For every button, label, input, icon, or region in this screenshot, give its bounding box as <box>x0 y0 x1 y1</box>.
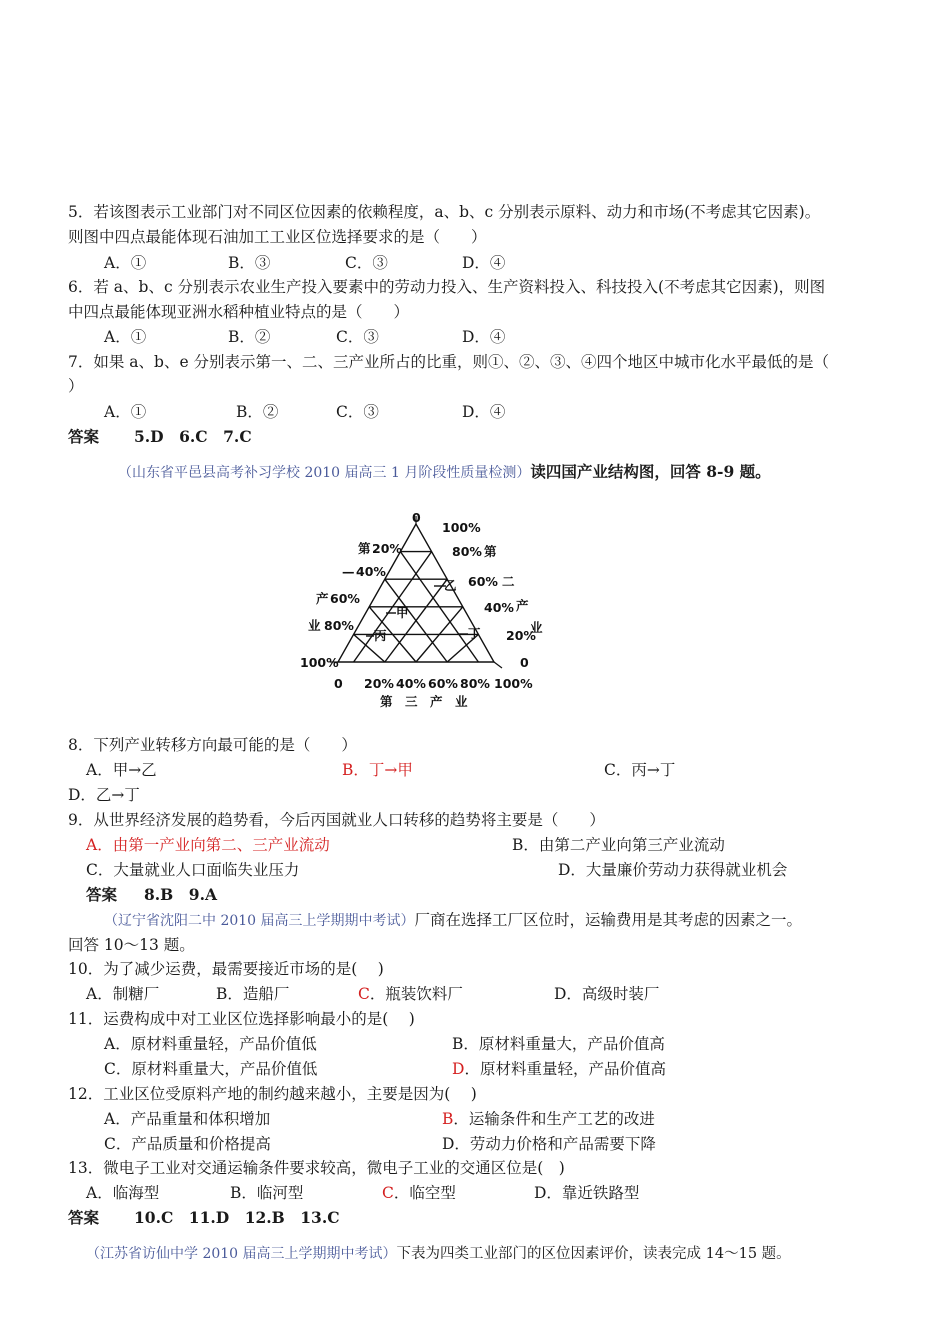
left-tick-100: 100% <box>300 655 339 670</box>
bottom-tick-60: 60% <box>428 676 458 691</box>
q11-option-a[interactable]: A．原材料重量轻，产品价值低 <box>104 1035 317 1053</box>
point-yi: 乙 <box>444 578 457 593</box>
q11-option-c[interactable]: C．原材料重量大，产品价值低 <box>104 1060 318 1078</box>
q11-option-b[interactable]: B．原材料重量大，产品价值高 <box>452 1035 665 1053</box>
answer-values: 5.D 6.C 7.C <box>134 427 252 446</box>
q11-option-d[interactable]: D．原材料重量轻，产品价值高 <box>452 1060 666 1078</box>
bottom-tick-80: 80% <box>460 676 490 691</box>
q13-option-b[interactable]: B．临河型 <box>230 1184 304 1202</box>
point-ding: 丁 <box>468 626 481 641</box>
left-dash: — <box>342 564 355 579</box>
q5-option-b[interactable]: B．③ <box>228 254 271 272</box>
instruction-text: 读四国产业结构图，回答 8-9 题。 <box>530 462 771 481</box>
q12-option-a[interactable]: A．产品重量和体积增加 <box>104 1110 271 1128</box>
q8-stem: 8．下列产业转移方向最可能的是（ ） <box>68 736 357 754</box>
q10-stem: 10．为了减少运费，最需要接近市场的是( ) <box>68 960 384 978</box>
left-title-char-3: 业 <box>308 618 321 633</box>
q10-option-a[interactable]: A．制糖厂 <box>86 985 160 1003</box>
q5-option-d[interactable]: D．④ <box>462 254 506 272</box>
q6-option-b[interactable]: B．② <box>228 328 271 346</box>
q6-option-c[interactable]: C．③ <box>336 328 379 346</box>
answer-label: 答案 <box>86 885 118 904</box>
q13-option-d[interactable]: D．靠近铁路型 <box>534 1184 640 1202</box>
q13-option-c[interactable]: C．临空型 <box>382 1184 456 1202</box>
left-tick-40: 40% <box>356 564 386 579</box>
q11-option-d-text: ．原材料重量轻，产品价值高 <box>464 1060 666 1078</box>
top-100-label: 100% <box>442 520 481 535</box>
q12-option-d[interactable]: D．劳动力价格和产品需要下降 <box>442 1135 656 1153</box>
q5-option-a[interactable]: A．① <box>104 254 147 272</box>
q9-option-c[interactable]: C．大量就业人口面临失业压力 <box>86 861 300 879</box>
source-note: （江苏省访仙中学 2010 届高三上学期期中考试） <box>86 1246 397 1262</box>
right-tick-20: 20% <box>506 628 536 643</box>
q5-option-c[interactable]: C．③ <box>345 254 388 272</box>
left-title-char-2: 产 <box>316 591 329 606</box>
q8-option-d[interactable]: D．乙→丁 <box>68 786 140 804</box>
left-tick-20: 20% <box>372 541 402 556</box>
q9-option-d[interactable]: D．大量廉价劳动力获得就业机会 <box>558 861 788 879</box>
section-intro-14-15 <box>86 1242 791 1265</box>
point-bing: 丙 <box>374 628 387 643</box>
bottom-title: 第 三 产 业 <box>380 694 468 709</box>
q6-option-d[interactable]: D．④ <box>462 328 506 346</box>
q9-option-b[interactable]: B．由第二产业向第三产业流动 <box>512 836 725 854</box>
answer-values: 10.C 11.D 12.B 13.C <box>134 1208 340 1227</box>
instruction-text: 厂商在选择工厂区位时，运输费用是其考虑的因素之一。 <box>414 911 803 929</box>
q10-option-b[interactable]: B．造船厂 <box>216 985 290 1003</box>
q8-option-a[interactable]: A．甲→乙 <box>86 761 157 779</box>
q7-option-b[interactable]: B．② <box>236 403 279 421</box>
point-jia: 甲 <box>396 605 409 620</box>
right-tick-80: 80% <box>452 544 482 559</box>
q12-option-c[interactable]: C．产品质量和价格提高 <box>104 1135 271 1153</box>
instruction-text-cont: 回答 10～13 题。 <box>68 936 195 954</box>
q7-option-a[interactable]: A．① <box>104 403 147 421</box>
q7-stem-line2: ） <box>68 377 84 395</box>
bottom-tick-100: 100% <box>494 676 533 691</box>
right-title-char-3: 产 <box>516 598 529 613</box>
q5-stem-line1: 5．若该图表示工业部门对不同区位因素的依赖程度，a、b、c 分别表示原料、动力和市场(不考虑其它因素)。 <box>68 203 821 221</box>
instruction-text: 下表为四类工业部门的区位因素评价，读表完成 14～15 题。 <box>396 1246 791 1262</box>
right-tick-0: 0 <box>520 655 529 670</box>
answer-label: 答案 <box>68 1208 100 1227</box>
q7-option-d[interactable]: D．④ <box>462 403 506 421</box>
q8-option-b[interactable]: B．丁→甲 <box>342 761 413 779</box>
q8-option-c[interactable]: C．丙→丁 <box>604 761 676 779</box>
left-tick-80: 80% <box>324 618 354 633</box>
q9-stem: 9．从世界经济发展的趋势看，今后丙国就业人口转移的趋势将主要是（ ） <box>68 811 605 829</box>
q13-stem: 13．微电子工业对交通运输条件要求较高，微电子工业的交通区位是( ) <box>68 1159 565 1177</box>
right-tick-40: 40% <box>484 600 514 615</box>
industry-structure-ternary-diagram <box>298 510 558 710</box>
right-title-char-2: 二 <box>502 574 515 589</box>
q10-option-c-text: ．瓶装饮料厂 <box>369 985 463 1003</box>
q12-option-b[interactable]: B．运输条件和生产工艺的改进 <box>442 1110 655 1128</box>
answer-values: 8.B 9.A <box>144 885 217 904</box>
right-title-char-1: 第 <box>484 544 497 559</box>
q13-option-a[interactable]: A．临海型 <box>86 1184 160 1202</box>
right-title-char-4: 业 <box>530 620 543 635</box>
answer-label: 答案 <box>68 427 100 446</box>
q12-stem: 12．工业区位受原料产地的制约越来越小，主要是因为( ) <box>68 1085 477 1103</box>
q5-stem-line2: 则图中四点最能体现石油加工工业区位选择要求的是（ ） <box>68 228 487 246</box>
q13-option-c-text: ．临空型 <box>393 1184 456 1202</box>
right-tick-60: 60% <box>468 574 498 589</box>
q10-option-d[interactable]: D．高级时装厂 <box>554 985 660 1003</box>
left-title-char-1: 第 <box>358 541 371 556</box>
top-zero-label: 0 <box>412 510 421 525</box>
q6-stem-line2: 中四点最能体现亚洲水稻种植业特点的是（ ） <box>68 303 410 321</box>
q12-option-b-text: ．运输条件和生产工艺的改进 <box>453 1110 655 1128</box>
q10-option-c[interactable]: C．瓶装饮料厂 <box>358 985 463 1003</box>
bottom-tick-20: 20% <box>364 676 394 691</box>
left-tick-60: 60% <box>330 591 360 606</box>
q6-stem-line1: 6．若 a、b、c 分别表示农业生产投入要素中的劳动力投入、生产资料投入、科技投入(不考虑其它因素)，则图 <box>68 278 826 296</box>
source-note: （辽宁省沈阳二中 2010 届高三上学期期中考试） <box>104 913 415 929</box>
section-intro-8-9 <box>118 461 771 484</box>
source-note: （山东省平邑县高考补习学校 2010 届高三 1 月阶段性质量检测） <box>118 465 531 481</box>
q11-stem: 11．运费构成中对工业区位选择影响最小的是( ) <box>68 1010 415 1028</box>
bottom-tick-0: 0 <box>334 676 343 691</box>
q7-stem-line1: 7．如果 a、b、e 分别表示第一、二、三产业所占的比重，则①、②、③、④四个地区中城市化水平最低的是（ <box>68 353 830 371</box>
q7-option-c[interactable]: C．③ <box>336 403 379 421</box>
section-intro-10-13 <box>104 909 802 932</box>
bottom-tick-40: 40% <box>396 676 426 691</box>
q6-option-a[interactable]: A．① <box>104 328 147 346</box>
q9-option-a[interactable]: A．由第一产业向第二、三产业流动 <box>86 836 330 854</box>
